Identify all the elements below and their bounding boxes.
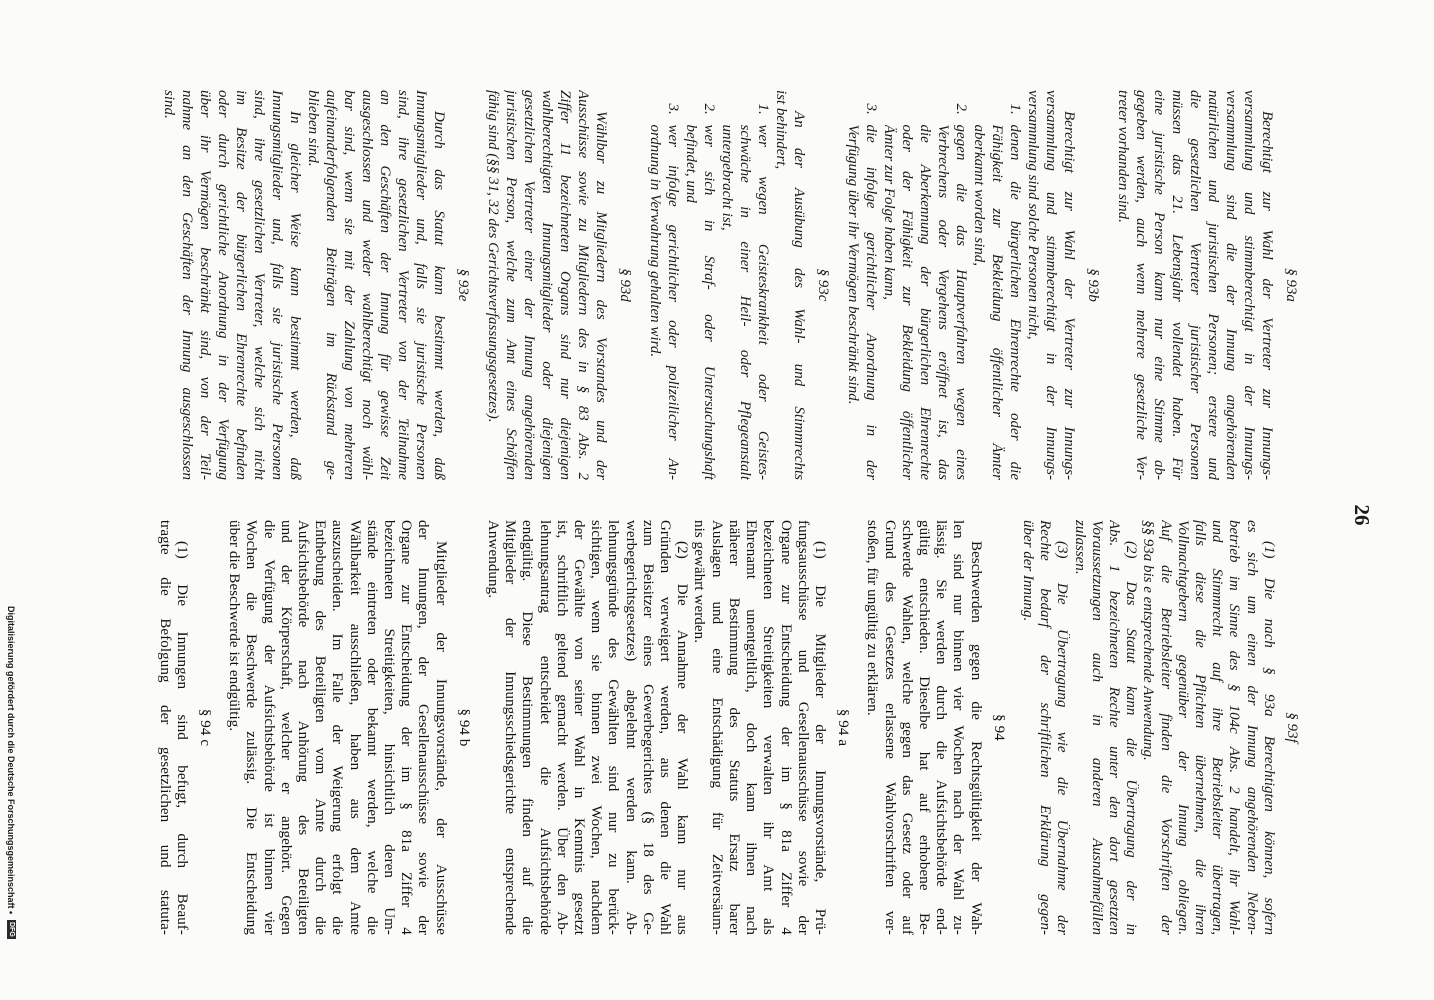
- text-line: ist, schriftlich geltend gemacht werden. Über den Ab-: [553, 520, 570, 935]
- section-94-a: [484, 520, 851, 935]
- text-line: bezeichneten Streitigkeiten verwalten ihr Amt als: [760, 520, 777, 935]
- text-line: werbegerichtsgesetzes) abgelehnt werden kann. Ab-: [622, 520, 639, 935]
- section-93b: [844, 90, 1102, 480]
- text-line: und Stimmrecht auf ihre Betriebsleiter übertragen,: [1209, 520, 1226, 935]
- text-line: Ziffer 11 bezeichneten Organs sind nur diejenigen: [557, 90, 573, 480]
- text-line: Ehrenamt unentgeltlich, doch kann ihnen nach: [743, 520, 760, 935]
- text-line: stoßen, für ungültig zu erklären.: [864, 520, 881, 716]
- right-text-column: [155, 520, 1300, 935]
- text-line: bezeichneten Streitigkeiten, hinsichtlich deren Um-: [381, 520, 398, 935]
- text-line: Gründen verweigert werden, aus denen die Wahl: [657, 520, 674, 935]
- text-line: Aufsichtsbehörde nach Anhörung des Beteiligten: [295, 520, 312, 935]
- text-line: es sich um einen der Innung angehörenden Neben-: [1243, 520, 1260, 935]
- text-line: bar sind, wenn sie mit der Zahlung von mehreren: [341, 90, 357, 480]
- text-line: zulassen.: [1071, 520, 1088, 575]
- text-line: gegeben werden, auch wenn mehrere gesetzliche Ver-: [1133, 90, 1149, 480]
- paragraph: [225, 520, 449, 935]
- text-line: über der Innung.: [1019, 520, 1036, 622]
- section-93e: [160, 90, 472, 480]
- text-line: gültig entschieden. Dieselbe hat auf erhobene Be-: [915, 520, 932, 935]
- text-line: juristischen Person, welche zum Amt eines Schöffen: [503, 90, 519, 480]
- paragraph: [1114, 90, 1276, 480]
- text-line: In gleicher Weise kann bestimmt werden, daß: [287, 111, 303, 480]
- text-line: sind, ihre gesetzlichen Vertreter, welche sich nicht: [251, 90, 267, 480]
- section-heading: § 93a: [1283, 268, 1299, 302]
- section-heading: § 94 b: [455, 708, 472, 747]
- text-line: schwerde Wahlen, welche gegen das Gesetz oder auf: [898, 520, 915, 935]
- paragraph: [1139, 520, 1277, 935]
- list-item: [844, 90, 880, 480]
- text-line: Beschwerden gegen die Rechtsgültigkeit der Wah-: [967, 541, 984, 935]
- text-line: der Innungen, der Gesellenausschüsse sowie der: [415, 520, 432, 935]
- text-line: sind, ihre gesetzlichen Vertreter von der Teilnahme: [395, 90, 411, 480]
- text-line: aberkannt worden sind,: [971, 124, 987, 267]
- text-line: untergebracht ist,: [719, 124, 735, 231]
- text-line: (1) Die Mitglieder der Innungsvorstände, Prü-: [811, 541, 828, 935]
- text-line: die Verfügung der Aufsichtsbehörde ist binnen vier: [260, 520, 277, 935]
- text-line: Grund des Gesetzes erlassene Wahlvorschriften ver-: [881, 520, 898, 935]
- text-line: eine juristische Person kann nur eine Stimme ab-: [1151, 90, 1167, 480]
- text-line: lehnungsantrag entscheidet die Aufsichtsbehörde: [536, 520, 553, 935]
- paragraph: [1024, 90, 1078, 480]
- list-item: [880, 90, 970, 480]
- text-line: befindet, und: [683, 124, 699, 203]
- text-line: Voraussetzungen auch in anderen Ausnahmefällen: [1088, 520, 1105, 935]
- dfg-logo: DFG: [8, 921, 15, 937]
- text-line: Organe zur Entscheidung der im § 81a Ziffer 4: [398, 520, 415, 935]
- text-line: Durch das Statut kann bestimmt werden, daß: [431, 111, 447, 480]
- paragraph: [690, 520, 828, 935]
- text-line: im Besitze der bürgerlichen Ehrenrechte befinden: [233, 90, 249, 480]
- text-line: die gesetzlichen Vertreter juristischer Personen: [1187, 90, 1203, 480]
- item-number: 3.: [665, 103, 681, 115]
- text-line: oder durch gerichtliche Anordnung in der Verfügung: [215, 90, 231, 480]
- section-heading: § 93f: [1284, 712, 1300, 743]
- list-item: [682, 90, 718, 480]
- section-heading: § 93b: [1085, 268, 1101, 302]
- section-94: [863, 520, 1007, 935]
- text-line: blieben sind.: [305, 90, 321, 167]
- paragraph: [155, 520, 189, 935]
- list-item: [718, 90, 772, 480]
- text-line: müssen das 21. Lebensjahr vollendet haben. Für: [1169, 90, 1185, 480]
- text-line: Verfügung über ihr Vermögen beschränkt sind.: [845, 124, 861, 405]
- text-line: über ihr Vermögen beschränkt sind, von der Teil-: [197, 90, 213, 480]
- text-line: treter vorhanden sind.: [1115, 90, 1131, 223]
- text-line: Innungsmitglieder und, falls sie juristische Personen: [269, 90, 285, 480]
- text-line: Mitglieder der Innungsvorstände, der Ausschüsse: [432, 541, 449, 935]
- text-line: Wochen die Beschwerde zulässig. Die Entscheidung: [243, 520, 260, 935]
- text-line: lässig. Sie werden durch die Aufsichtsbehörde end-: [933, 520, 950, 935]
- text-line: der Gewählte von seiner Wahl in Kenntnis gesetzt: [571, 520, 588, 935]
- text-line: versammlung und stimmberechtigt in der Innungs-: [1241, 90, 1257, 480]
- text-line: wer infolge gerichtlicher oder polizeilicher An-: [665, 124, 681, 480]
- text-line: wer sich in Straf- oder Untersuchungshaft: [701, 124, 717, 480]
- text-line: Auslagen und eine Entschädigung für Zeitversäum-: [708, 520, 725, 935]
- text-line: Enthebung des Beteiligten vom Amte durch die: [312, 520, 329, 935]
- list-item: [970, 90, 1024, 480]
- text-line: Rechte bedarf der schriftlichen Erklärung gegen-: [1037, 520, 1054, 935]
- text-line: Auf die Betriebsleiter finden die Vorschriften der: [1157, 520, 1174, 935]
- item-number: 1.: [1007, 103, 1023, 115]
- text-line: wahlberechtigten Innungsmitglieder oder diejenigen: [539, 90, 555, 480]
- text-line: schwäche in einer Heil- oder Pflegeanstalt: [737, 124, 753, 480]
- paragraph: [304, 90, 448, 480]
- section-93a: [1114, 90, 1300, 480]
- text-line: Abs. 1 bezeichneten Rechte unter den dort gesetzten: [1105, 520, 1122, 935]
- text-line: die Aberkennung der bürgerlichen Ehrenrechte: [917, 124, 933, 480]
- text-line: fungsausschüsse und Gesellenausschüsse sowie der: [794, 520, 811, 935]
- paragraph: [772, 90, 808, 480]
- text-line: über die Beschwerde ist endgültig.: [226, 520, 243, 732]
- text-line: Ausschüsse sowie zu Mitgliedern des in § 83 Abs. 2: [575, 90, 591, 480]
- text-line: nis gewährt werden.: [691, 520, 708, 644]
- text-line: falls diese die Pflichten übernehmen, die ihren: [1191, 520, 1208, 935]
- paragraph: [484, 520, 690, 935]
- text-line: fähig sind (§§ 31, 32 des Gerichtsverfassungsgesetzes).: [485, 90, 501, 423]
- text-line: versammlung sind die der Innung angehörenden: [1223, 90, 1239, 480]
- item-number: 2.: [701, 103, 717, 115]
- text-line: Anwendung.: [485, 520, 502, 599]
- text-line: Berechtigt zur Wahl der Vertreter zur Innungs-: [1061, 111, 1077, 480]
- page-number: 26: [1350, 504, 1374, 526]
- text-line: Berechtigt zur Wahl der Vertreter zur Innungs-: [1259, 111, 1275, 480]
- text-line: oder der Fähigkeit zur Bekleidung öffentlicher: [899, 124, 915, 480]
- section-93f: [1019, 520, 1300, 935]
- text-line: gesetzlichen Vertreter einer der Innung angehörenden: [521, 90, 537, 480]
- section-94-b: [225, 520, 472, 935]
- text-line: versammlung und stimmberechtigt in der Innungs-: [1043, 90, 1059, 480]
- text-line: Wählbar zu Mitgliedern des Vorstandes und der: [593, 111, 609, 480]
- section-heading: § 93c: [815, 268, 831, 302]
- section-heading: § 94: [990, 714, 1007, 741]
- text-line: (3) Die Übertragung wie die Übernahme der: [1054, 541, 1071, 935]
- section-93c: [646, 90, 832, 480]
- text-line: nahme an den Geschäften der Innung ausgeschlossen: [179, 90, 195, 480]
- paragraph: [863, 520, 983, 935]
- text-line: (1) Die nach § 93a Berechtigten können, sofern: [1260, 541, 1277, 935]
- text-line: gegen die das Hauptverfahren wegen eines: [953, 124, 969, 480]
- text-line: (1) Die Innungen sind befugt, durch Beauf-: [173, 541, 190, 935]
- paragraph: [1070, 520, 1139, 935]
- text-line: Vollmachtgebern gegenüber der Innung obliegen.: [1174, 520, 1191, 935]
- text-line: aufeinanderfolgenden Beiträgen im Rückstand ge-: [323, 90, 339, 480]
- text-line: lehnungsgründe des Gewählten sind nur zu berück-: [605, 520, 622, 935]
- text-line: (2) Das Statut kann die Übertragung der in: [1123, 541, 1140, 935]
- text-line: auszuscheiden. Im Falle der Weigerung erfolgt die: [329, 520, 346, 935]
- text-line: endgültig. Diese Bestimmungen finden auf die: [519, 520, 536, 935]
- text-line: wer wegen Geisteskrankheit oder Geistes-: [755, 124, 771, 480]
- digitization-credit-text: Digitalisierung gefördert durch die Deutsche Forschungsgemeinschaft •: [6, 606, 16, 915]
- text-line: An der Ausübung des Wahl- und Stimmrechts: [791, 111, 807, 480]
- text-line: sichtigen, wenn sie binnen zwei Wochen, nachdem: [588, 520, 605, 935]
- section-94-c: [155, 520, 213, 935]
- text-line: betrieb im Sinne des § 104c Abs. 2 handelt, ihr Wahl-: [1226, 520, 1243, 935]
- text-line: Organe zur Entscheidung der im § 81a Ziffer 4: [777, 520, 794, 935]
- paragraph: [484, 90, 610, 480]
- text-line: Innungsmitglieder und, falls sie juristische Personen: [413, 90, 429, 480]
- section-heading: § 93d: [617, 268, 633, 302]
- text-line: ausgeschlossen und weder wahlberechtigt noch wähl-: [359, 90, 375, 480]
- item-number: 1.: [755, 103, 771, 115]
- text-line: tragte die Befolgung der gesetzlichen und statuta-: [156, 520, 173, 935]
- text-line: Mitglieder der Innungsschiedsgerichte entsprechende: [502, 520, 519, 935]
- paragraph: [160, 90, 304, 480]
- text-line: §§ 93a bis e entsprechende Anwendung.: [1140, 520, 1157, 761]
- text-line: und der Körperschaft, welcher er angehört. Gegen: [277, 520, 294, 935]
- section-heading: § 94 a: [835, 708, 852, 747]
- text-line: len sind nur binnen vier Wochen nach der Wahl zu-: [950, 520, 967, 935]
- section-heading: § 93e: [455, 268, 471, 302]
- text-line: Wählbarkeit ausschließen, haben aus dem Amte: [346, 520, 363, 935]
- list-item: [646, 90, 682, 480]
- item-number: 3.: [863, 103, 879, 115]
- text-line: versammlung sind solche Personen nicht,: [1025, 90, 1041, 340]
- text-line: (2) Die Annahme der Wahl kann nur aus: [674, 541, 691, 935]
- text-line: Ämter zur Folge haben kann,: [881, 124, 897, 300]
- text-line: denen die bürgerlichen Ehrenrechte oder die: [1007, 124, 1023, 480]
- text-line: stände eintreten oder bekannt werden, welche die: [363, 520, 380, 935]
- text-line: natürlichen und juristischen Personen; erstere und: [1205, 90, 1221, 480]
- text-line: sind.: [161, 90, 177, 119]
- left-text-column: [160, 90, 1300, 480]
- text-line: ist behindert,: [773, 90, 789, 170]
- text-line: näherer Bestimmung des Statuts Ersatz barer: [725, 520, 742, 935]
- section-heading: § 94 c: [197, 708, 214, 747]
- text-line: Fähigkeit zur Bekleidung öffentlicher Ämter: [989, 124, 1005, 480]
- text-line: Verbrechens oder Vergehens eröffnet ist, das: [935, 124, 951, 480]
- section-93d: [484, 90, 634, 480]
- item-number: 2.: [953, 103, 969, 115]
- text-line: ordnung in Verwahrung gehalten wird.: [647, 124, 663, 358]
- text-line: die infolge gerichtlicher Anordnung in der: [863, 124, 879, 480]
- text-line: zum Beisitzer eines Gewerbegerichtes (§ 18 des Ge-: [639, 520, 656, 935]
- paragraph: [1019, 520, 1071, 935]
- text-line: an den Geschäften der Innung für gewisse Zeit: [377, 90, 393, 480]
